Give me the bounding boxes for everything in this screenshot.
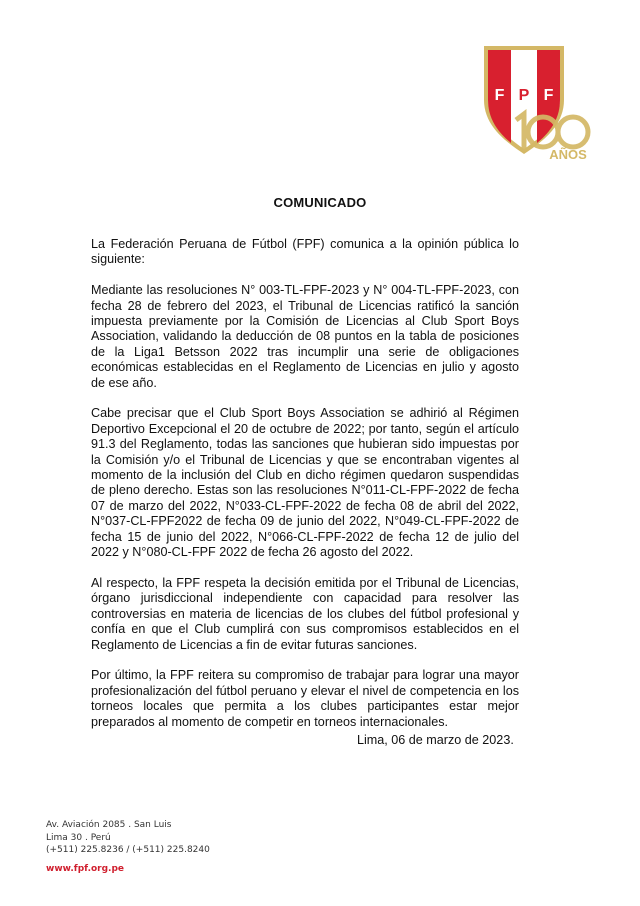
fpf-crest-icon: [480, 42, 595, 162]
footer-address-line2: Lima 30 . Perú: [46, 832, 111, 843]
crest-letter-f2: F: [543, 87, 554, 104]
document-title: COMUNICADO: [273, 195, 367, 210]
paragraph-regime: Cabe precisar que el Club Sport Boys Association se adhirió al Régimen Deportivo Excepcional el 20 de octubre de 2022; por tanto, según el artículo 91.3 del Reglamento, todas las sanciones que hubieran sido impuestas por la Comisión y/o el Tribunal de Licencias y que se encontraban vigentes al momento de la inclusión del Club en dicho régimen quedaron suspendidas de pleno derecho. Estas son las resoluciones N°011-CL-FPF-2022 de fecha 07 de marzo del 2022, N°033-CL-FPF-2022 de fecha 08 de abril del 2022, N°037-CL-FPF2022 de fecha 09 de junio del 2022, N°049-CL-FPF-2022 de fecha 15 de junio del 2022, N°066-CL-FPF-2022 de fecha 12 de julio del 2022 y N°080-CL-FPF 2022 de fecha 26 agosto del 2022.: [91, 406, 519, 560]
anniversary-label: AÑOS: [549, 147, 587, 162]
paragraph-resolutions: Mediante las resoluciones N° 003-TL-FPF-2023 y N° 004-TL-FPF-2023, con fecha 28 de febrero del 2023, el Tribunal de Licencias ratificó la sanción impuesta previamente por la Comisión de Licencias al Club Sport Boys Association, validando la deducción de 08 puntos en la tabla de posiciones de la Liga1 Betsson 2022 tras incumplir una serie de obligaciones económicas establecidas en el Reglamento de Licencias en julio y agosto de ese año.: [91, 283, 519, 390]
footer-phones: (+511) 225.8236 / (+511) 225.8240: [46, 845, 210, 855]
footer-website-link[interactable]: www.fpf.org.pe: [46, 863, 125, 874]
paragraph-intro: La Federación Peruana de Fútbol (FPF) comunica a la opinión pública lo siguiente:: [91, 237, 519, 267]
paragraph-commitment: Por último, la FPF reitera su compromiso de trabajar para lograr una mayor profesionalización del fútbol peruano y elevar el nivel de competencia en los torneos locales que permita a los clubes participantes estar mejor preparados al momento de competir en torneos internacionales.: [91, 668, 519, 729]
document-body: [91, 237, 519, 745]
footer-contact: [46, 819, 210, 875]
crest-letter-f1: F: [494, 87, 505, 104]
paragraph-respect: Al respecto, la FPF respeta la decisión emitida por el Tribunal de Licencias, órgano jurisdiccional independiente con capacidad para resolver las controversias en materia de licencias de los clubes del fútbol profesional y confía en que el Club cumplirá con sus compromisos establecidos en el Reglamento de Licencias a fin de evitar futuras sanciones.: [91, 575, 519, 652]
crest-letter-p: P: [518, 87, 530, 104]
footer-address-line1: Av. Aviación 2085 . San Luis: [46, 820, 172, 830]
fpf-100-anos-logo: [480, 42, 595, 162]
signoff-date: Lima, 06 de marzo de 2023.: [357, 733, 514, 747]
